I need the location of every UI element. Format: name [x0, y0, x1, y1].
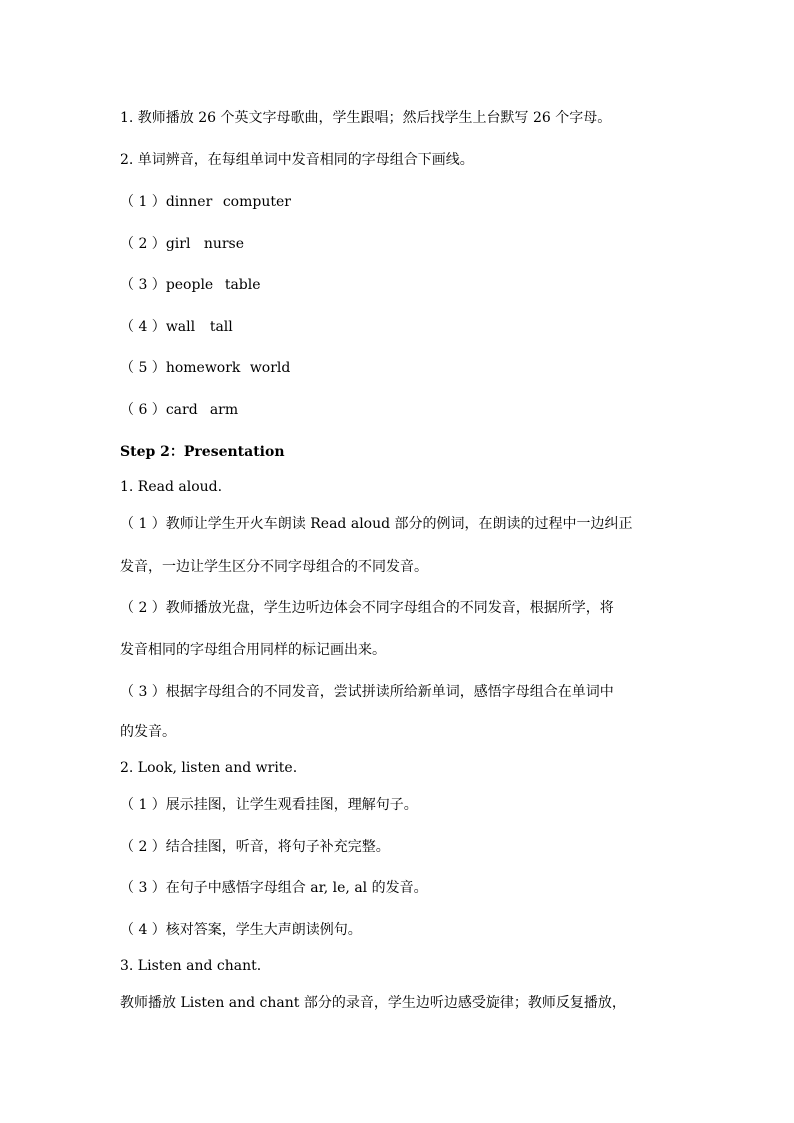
read-aloud-p1-line2: 发音，一边让学生区分不同字母组合的不同发音。	[120, 559, 428, 575]
word-a: card	[165, 402, 198, 418]
read-aloud-p3-line1: （ 3 ）根据字母组合的不同发音，尝试拼读所给新单词，感悟字母组合在单词中	[120, 684, 614, 700]
word-pair-number: （ 4 ）	[120, 319, 166, 335]
word-b: tall	[209, 319, 233, 335]
listen-chant-title: 3. Listen and chant.	[120, 958, 262, 974]
look-listen-write-step-3: （ 3 ）在句子中感悟字母组合 ar, le, al 的发音。	[120, 880, 428, 896]
word-a: girl	[165, 236, 191, 252]
word-pair-number: （ 2 ）	[120, 236, 166, 252]
word-a: homework	[165, 360, 241, 376]
word-b: nurse	[203, 236, 245, 252]
word-b: table	[224, 277, 261, 293]
word-pair-3	[120, 275, 261, 295]
word-b: arm	[209, 402, 239, 418]
listen-chant-text: 教师播放 Listen and chant 部分的录音，学生边听边感受旋律；教师反复播放，	[120, 995, 626, 1011]
read-aloud-p1-line1: （ 1 ）教师让学生开火车朗读 Read aloud 部分的例词，在朗读的过程中一边纠正	[120, 516, 633, 532]
word-pair-number: （ 1 ）	[120, 194, 166, 210]
word-pair-number: （ 5 ）	[120, 360, 166, 376]
word-pair-number: （ 6 ）	[120, 402, 166, 418]
word-a: dinner	[165, 194, 213, 210]
word-pair-5	[120, 358, 290, 378]
word-b: world	[249, 360, 291, 376]
look-listen-write-title: 2. Look, listen and write.	[120, 760, 298, 776]
look-listen-write-step-4: （ 4 ）核对答案，学生大声朗读例句。	[120, 922, 362, 938]
word-pair-number: （ 3 ）	[120, 277, 166, 293]
read-aloud-p2-line1: （ 2 ）教师播放光盘，学生边听边体会不同字母组合的不同发音，根据所学，将	[120, 600, 614, 616]
word-b: computer	[222, 194, 291, 210]
look-listen-write-step-1: （ 1 ）展示挂图，让学生观看挂图，理解句子。	[120, 797, 418, 813]
item-1-text: 1. 教师播放 26 个英文字母歌曲，学生跟唱；然后找学生上台默写 26 个字母。	[120, 110, 612, 126]
word-pair-1	[120, 192, 291, 212]
look-listen-write-step-2: （ 2 ）结合挂图，听音，将句子补充完整。	[120, 839, 390, 855]
word-a: people	[165, 277, 214, 293]
word-pair-4	[120, 317, 233, 337]
step2-heading: Step 2：Presentation	[120, 444, 285, 460]
word-pair-2	[120, 234, 244, 254]
word-a: wall	[165, 319, 196, 335]
read-aloud-p3-line2: 的发音。	[120, 724, 176, 740]
word-pair-6	[120, 400, 238, 420]
read-aloud-p2-line2: 发音相同的字母组合用同样的标记画出来。	[120, 642, 386, 658]
read-aloud-title: 1. Read aloud.	[120, 479, 223, 495]
item-2-text: 2. 单词辨音，在每组单词中发音相同的字母组合下画线。	[120, 152, 474, 168]
